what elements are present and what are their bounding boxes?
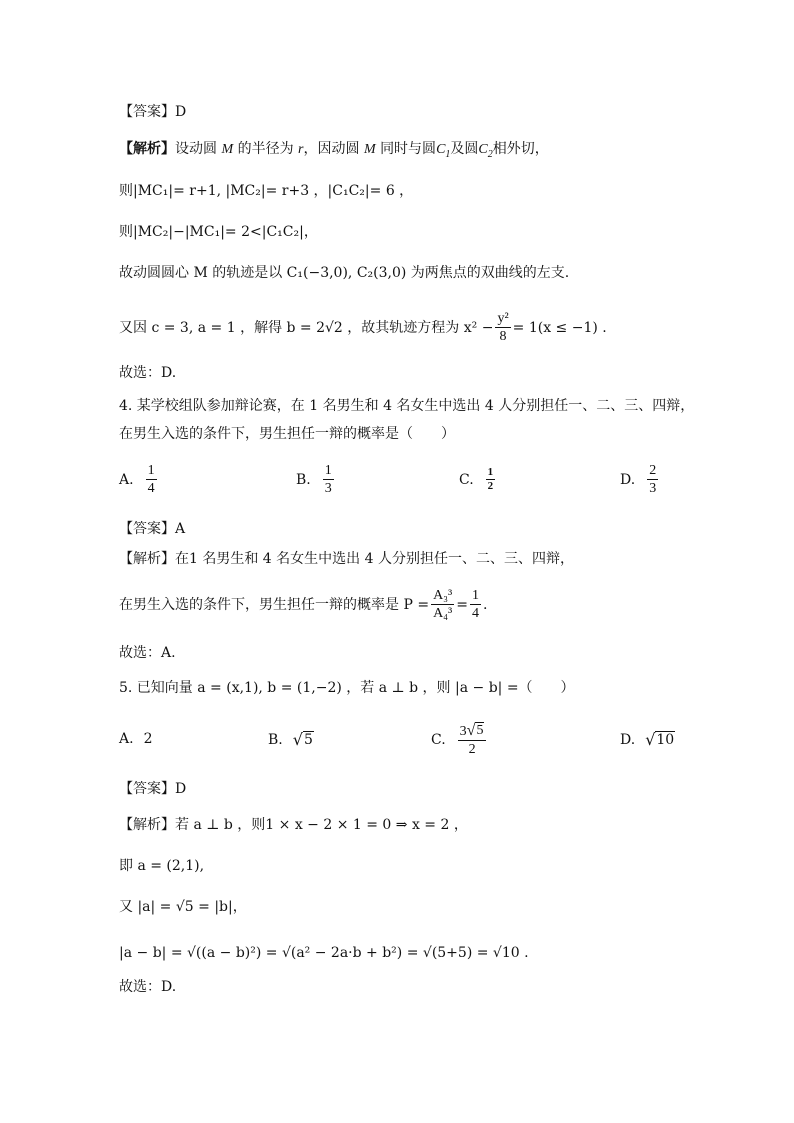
sqrt: √ 5 — [292, 730, 313, 749]
option-label: D. — [620, 471, 636, 488]
q5-analysis-line-4: |a − b| = √((a − b)²) = √(a² − 2a·b + b²) = √(5+5) = √10 . — [119, 945, 529, 961]
q3-analysis-line-3: 则|MC₂|−|MC₁|= 2<|C₁C₂|， — [119, 224, 318, 240]
q5-analysis-line-2: 即 a = (2,1), — [119, 858, 205, 874]
analysis-label: 【解析】 — [119, 141, 175, 157]
text-segment: 在男生入选的条件下，男生担任一辩的概率是 P = — [119, 596, 430, 613]
fraction: $\frac{1}{3}$ — [324, 463, 332, 496]
fraction: 3 √ 5 2 — [458, 722, 487, 758]
q5-answer: 【答案】D — [119, 781, 187, 797]
q4-option-a — [119, 462, 159, 497]
q4-analysis-line-1: 【解析】在1 名男生和 4 名女生中选出 4 人分别担任一、二、三、四辩， — [119, 551, 574, 567]
math-var: $C_2$ — [478, 142, 493, 160]
text-segment: 相外切， — [492, 141, 549, 157]
q3-choose: 故选：D. — [119, 365, 177, 381]
fraction: $\frac{2}{3}$ — [649, 463, 657, 496]
math-var: $C_1$ — [436, 142, 451, 160]
text-segment: 的半径为 — [237, 141, 294, 157]
q3-analysis-line-2: 则|MC₁|= r+1, |MC₂|= r+3 ，|C₁C₂|= 6 ， — [119, 183, 414, 199]
q4-option-d — [620, 462, 660, 497]
fraction: $\frac{1}{2}$ — [487, 466, 494, 492]
q5-option-c — [431, 722, 488, 758]
option-label: B. — [296, 471, 311, 488]
text-segment: 及圆 — [450, 141, 479, 157]
option-label: A. — [119, 471, 134, 488]
q5-option-b — [268, 731, 314, 748]
q5-analysis-line-3: 又 |a| = √5 = |b|， — [119, 899, 247, 915]
q4-option-c — [459, 466, 497, 493]
q4-stem-line-1: 4. 某学校组队参加辩论赛，在 1 名男生和 4 名女生中选出 4 人分别担任一、二、三、四辩， — [119, 398, 695, 414]
fraction: $\frac{1}{4}$ — [472, 588, 479, 621]
math-var: r — [298, 142, 304, 157]
q5-option-a — [119, 731, 152, 747]
q5-option-d — [620, 731, 675, 748]
q3-analysis-line-5 — [119, 310, 607, 345]
q3-answer: 【答案】D — [119, 104, 187, 120]
text-segment: = — [456, 596, 468, 613]
q5-stem: 5. 已知向量 a = (x,1), b = (1,−2) ，若 a ⊥ b ，则 |a − b| =（ ） — [119, 680, 575, 696]
sqrt: √ 10 — [645, 730, 675, 749]
fraction: $\frac{\text{A₃³}}{\text{A₄³}}$ — [433, 588, 453, 621]
option-label: C. — [459, 471, 474, 488]
fraction: $\frac{1}{4}$ — [147, 463, 155, 496]
q4-answer: 【答案】A — [119, 521, 186, 537]
q4-option-b — [296, 462, 336, 497]
q3-analysis-line-4: 故动圆圆心 M 的轨迹是以 C₁(−3,0), C₂(3,0) 为两焦点的双曲线的左支. — [119, 265, 570, 281]
option-label: A. — [119, 731, 134, 747]
text-segment: 同时与圆 — [380, 141, 437, 157]
math-var: M — [221, 142, 234, 157]
text-segment: . — [483, 596, 488, 613]
option-label: C. — [431, 732, 446, 748]
option-value: 2 — [143, 731, 153, 747]
text-segment: 又因 c = 3, a = 1 ，解得 b = 2√2 ，故其轨迹方程为 x² − — [119, 319, 494, 336]
math-var: M — [363, 142, 376, 157]
option-label: D. — [620, 731, 636, 748]
text-segment: 设动圆 — [175, 141, 217, 157]
q5-analysis-line-1: 【解析】若 a ⊥ b ，则1 × x − 2 × 1 = 0 ⇒ x = 2 ， — [119, 817, 468, 833]
q5-choose: 故选：D. — [119, 979, 177, 995]
text-segment: = 1(x ≤ −1) . — [512, 319, 607, 336]
q4-analysis-line-2 — [119, 587, 487, 622]
option-label: B. — [268, 731, 283, 748]
fraction: $\frac{\text{y²}}{8}$ — [497, 311, 509, 344]
text-segment: ，因动圆 — [303, 141, 360, 157]
q3-analysis-line-1 — [119, 139, 549, 165]
q4-choose: 故选：A. — [119, 645, 176, 661]
q4-stem-line-2: 在男生入选的条件下，男生担任一辩的概率是（ ） — [119, 426, 455, 442]
